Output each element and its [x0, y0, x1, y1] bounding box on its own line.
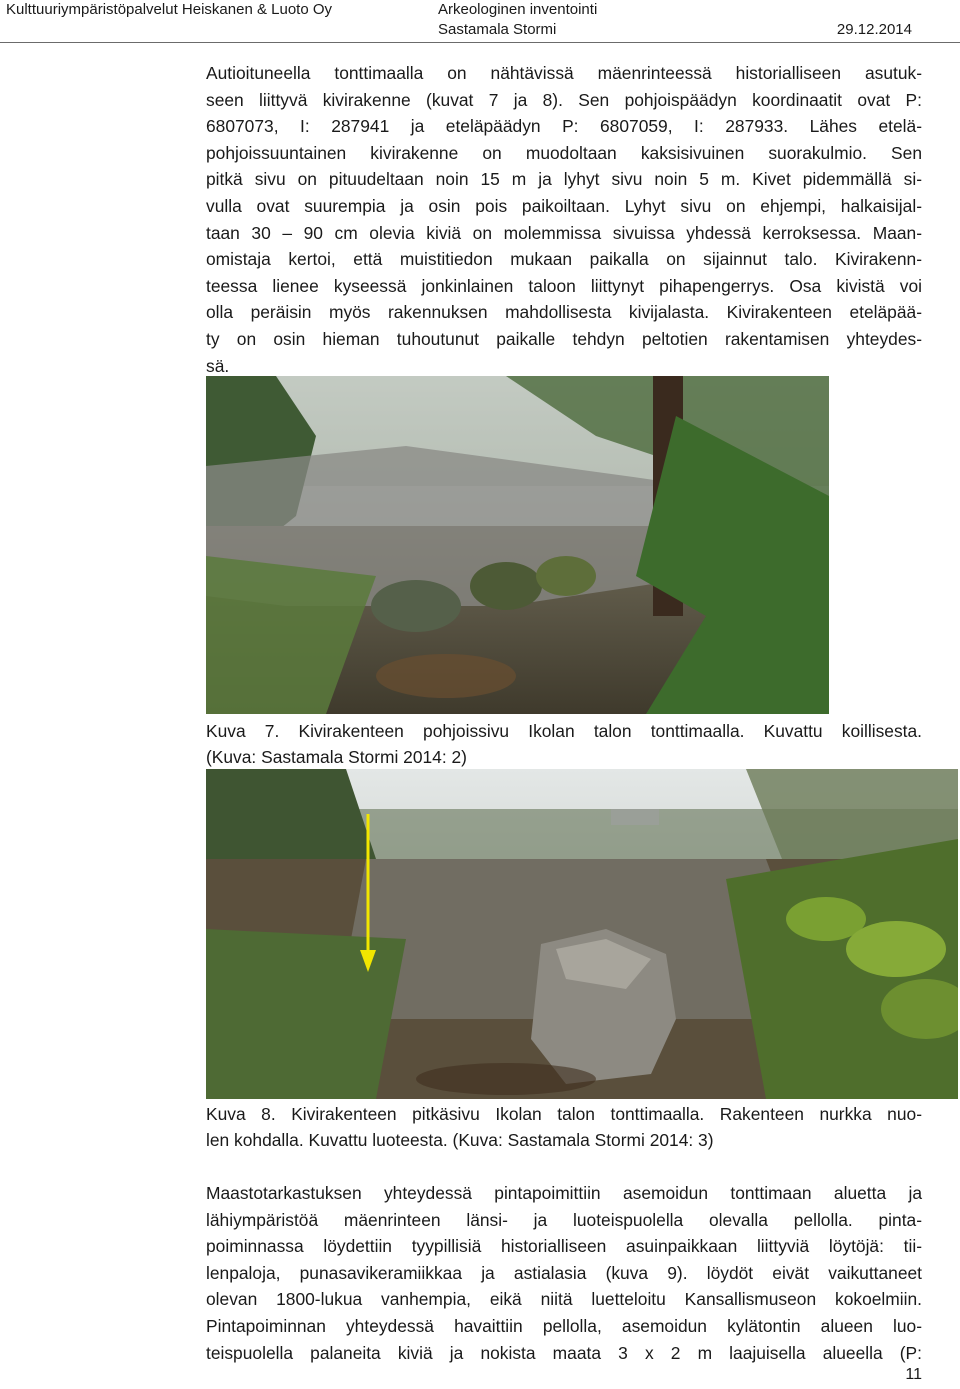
arrow-down-icon [356, 814, 380, 974]
text-line: omistaja kertoi, että muistitiedon mukaan paikalla on sijainnut talo. Kivirakenn- [206, 249, 922, 270]
text-line: sä. [206, 355, 230, 376]
caption-line: len kohdalla. Kuvattu luoteesta. (Kuva: Sastamala Stormi 2014: 3) [206, 1130, 714, 1150]
text-line: olla peräisin myös rakennuksen mahdollisesta kivijalasta. Kivirakenteen eteläpää- [206, 302, 922, 323]
body-paragraph-1 [206, 60, 922, 379]
body-paragraph-2 [206, 1180, 922, 1366]
header-company: Kulttuuriympäristöpalvelut Heiskanen & Luoto Oy [6, 1, 333, 18]
header-report: Arkeologinen inventointi [438, 1, 598, 18]
text-line: Maastotarkastuksen yhteydessä pintapoimittiin asemoidun tonttimaan aluetta ja [206, 1183, 922, 1203]
text-line: 6807073, I: 287941 ja eteläpäädyn P: 6807059, I: 287933. Lähes etelä- [206, 116, 922, 137]
page-number: 11 [905, 1366, 922, 1383]
photo-kuva-7 [206, 376, 829, 714]
text-line: ty on osin hieman tuhoutunut paikalle tehdyn peltotien rakentamisen yhteydes- [206, 328, 922, 349]
text-line: olevan 1800-lukua vanhempia, eikä niitä luetteloitu Kansallismuseon kokoelmiin. [206, 1289, 922, 1310]
caption-line: (Kuva: Sastamala Stormi 2014: 2) [206, 747, 467, 767]
text-line: taan 30 – 90 cm olevia kiviä on molemmissa sivuissa yhdessä kerroksessa. Maan- [206, 222, 922, 243]
caption-kuva-7 [206, 718, 922, 770]
text-line: teispuolella palaneita kiviä ja nokista maata 3 x 2 m laajuisella alueella (P: [206, 1342, 922, 1363]
text-line: Autioituneella tonttimaalla on nähtävissä mäenrinteessä historialliseen asutuk- [206, 63, 922, 83]
text-line: lenpaloja, punasavikeramiikkaa ja astialasia (kuva 9). löydöt eivät vaikuttaneet [206, 1262, 922, 1283]
caption-line: Kuva 7. Kivirakenteen pohjoissivu Ikolan talon tonttimaalla. Kuvattu koillisesta. [206, 721, 922, 741]
text-line: poiminnassa löydettiin tyypillisiä historialliseen asuinpaikkaan liittyviä löytöjä: tii- [206, 1236, 922, 1257]
photo-kuva-8 [206, 769, 958, 1099]
text-line: pitkä sivu on pituudeltaan noin 15 m ja lyhyt sivu noin 5 m. Kivet pidemmällä si- [206, 169, 922, 190]
text-line: pohjoissuuntainen kivirakenne on muodoltaan kaksisivuinen suorakulmio. Sen [206, 142, 922, 163]
text-line: vulla ovat suurempia ja osin pois paikoiltaan. Lyhyt sivu on ehjempi, halkaisijal- [206, 195, 922, 216]
text-line: seen liittyvä kivirakenne (kuvat 7 ja 8). Sen pohjoispäädyn koordinaatit ovat P: [206, 89, 922, 110]
text-line: Pintapoiminnan yhteydessä havaittiin pellolla, asemoidun kylätontin alueen luo- [206, 1315, 922, 1336]
header-date: 29.12.2014 [836, 21, 912, 38]
caption-line: Kuva 8. Kivirakenteen pitkäsivu Ikolan talon tonttimaalla. Rakenteen nurkka nuo- [206, 1104, 922, 1124]
text-line: teessa lienee kyseessä jonkinlainen taloon liittynyt pihapengerrys. Osa kivistä voi [206, 275, 922, 296]
caption-kuva-8 [206, 1101, 922, 1153]
header-site: Sastamala Stormi [438, 21, 557, 38]
text-line: lähiympäristöä mäenrinteen länsi- ja luoteispuolella olevalla pellolla. pinta- [206, 1209, 922, 1230]
page-header [0, 0, 960, 43]
